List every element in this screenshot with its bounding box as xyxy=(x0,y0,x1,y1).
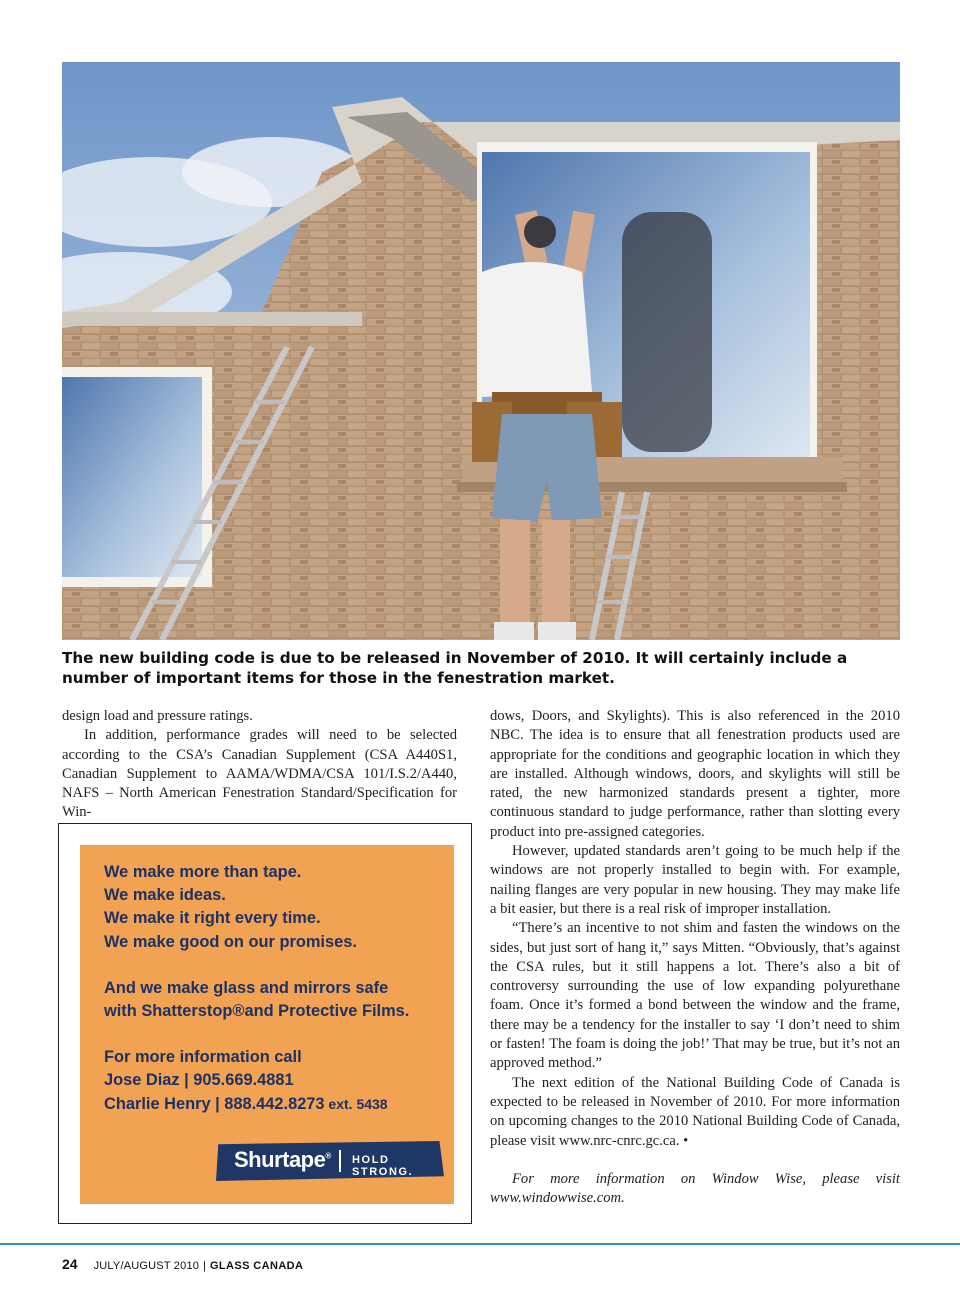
logo-tagline: HOLD STRONG. xyxy=(352,1154,414,1178)
worker-installing-window-icon xyxy=(62,62,900,640)
paragraph: However, updated standards aren’t going to be much help if the windows are not properly installed to begin with. For example, nailing flanges are very popular in new housing. They may make life a bit easier, but there is a real risk of improper installation. xyxy=(490,843,900,917)
ad-contact-heading: For more information call xyxy=(104,1048,302,1067)
footer-separator: | xyxy=(203,1260,206,1272)
issue-date: JULY/AUGUST 2010 xyxy=(93,1260,200,1272)
ad-line: with Shatterstop®and Protective Films. xyxy=(104,1002,410,1021)
article-photo xyxy=(62,62,900,640)
ad-line: We make more than tape. xyxy=(104,863,302,881)
closing-note: For more information on Window Wise, please visit www.windowwise.com. xyxy=(490,1170,900,1207)
article-left-column xyxy=(62,707,457,823)
ad-line: We make good on our promises. xyxy=(104,932,357,951)
footer-rule xyxy=(0,1243,960,1245)
ad-copy xyxy=(104,861,409,1116)
logo-divider xyxy=(339,1150,341,1172)
shurtape-advertisement[interactable] xyxy=(80,845,454,1204)
paragraph: In addition, performance grades will need to be selected according to the CSA’s Canadian Supplement (CSA A440S1, Canadian Supplement to AAMA/WDMA/CSA 101/I.S.2/A440, NAFS – North American Fenestration Standard/Specification for Win- xyxy=(62,727,457,821)
magazine-name: GLASS CANADA xyxy=(209,1260,304,1272)
shurtape-logo xyxy=(216,1141,444,1181)
paragraph: The next edition of the National Building Code of Canada is expected to be released in November of 2010. For more information on upcoming changes to the 2010 National Building Code of Canada, please visit www.nrc-cnrc.gc.ca. • xyxy=(490,1074,900,1149)
page-footer xyxy=(62,1256,303,1272)
ad-line: And we make glass and mirrors safe xyxy=(104,978,389,997)
ad-line: We make ideas. xyxy=(104,886,226,905)
paragraph: design load and pressure ratings. xyxy=(62,708,253,724)
article-right-column xyxy=(490,707,900,1208)
ad-contact-jose: Jose Diaz | 905.669.4881 xyxy=(104,1071,294,1090)
photo-caption: The new building code is due to be released in November of 2010. It will certainly include a number of important items for those in the fenestration market. xyxy=(62,649,848,687)
paragraph: dows, Doors, and Skylights). This is also referenced in the 2010 NBC. The idea is to ensure that all fenestration products used are appropriate for the conditions and geographic location in which they are installed. Although windows, doors, and skylights will still be rated, the new harmonized standards present a tighter, more continuous standard to judge performance, rather than slotting every product into pre-assigned categories. xyxy=(490,708,900,840)
ad-contact-charlie: Charlie Henry | 888.442.8273 ext. 5438 xyxy=(104,1094,388,1113)
ad-line: We make it right every time. xyxy=(104,909,321,928)
logo-brand: Shurtape® xyxy=(234,1147,331,1172)
paragraph: “There’s an incentive to not shim and fasten the windows on the sides, but just sort of hang it,” says Mitten. “Obviously, that’s against the CSA rules, but it still happens a lot. There’s also a bit of controversy surrounding the use of low expanding polyurethane foam. Once it’s formed a bond between the window and the frame, there may be a tendency for the installer to say ‘I don’t need to shim or fasten! The foam is doing the job!’ That may be true, but it’s not an approved method.” xyxy=(490,920,900,1072)
page-number: 24 xyxy=(62,1256,78,1272)
